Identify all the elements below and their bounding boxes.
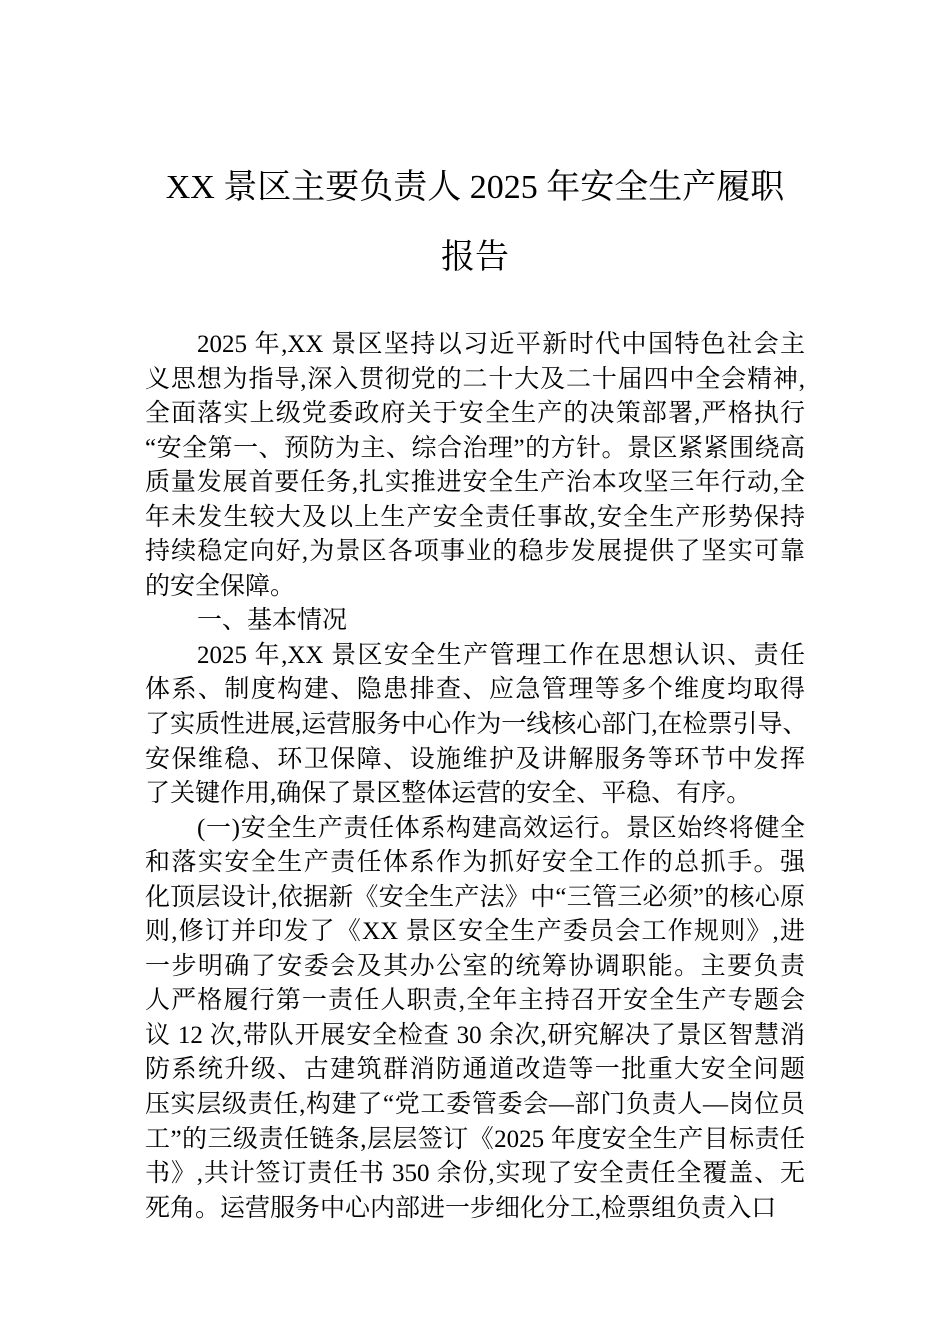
text-line: 一、基本情况 [197, 607, 348, 635]
text-line: 防系统升级、古建筑群消防通道改造等一批重大安全问题 [145, 1056, 805, 1084]
text-line: 质量发展首要任务,扎实推进安全生产治本攻坚三年行动,全 [145, 469, 805, 497]
text-line: 2025 年,XX 景区坚持以习近平新时代中国特色社会主 [197, 331, 805, 358]
text-line: 书》,共计签订责任书 350 余份,实现了安全责任全覆盖、无 [145, 1160, 805, 1188]
text-line: 人严格履行第一责任人职责,全年主持召开安全生产专题会 [145, 987, 805, 1015]
text-line: 压实层级责任,构建了“党工委管委会—部门负责人—岗位员 [145, 1091, 805, 1119]
text-line: 一步明确了安委会及其办公室的统筹协调职能。主要负责 [145, 952, 805, 980]
text-line: 死角。运营服务中心内部进一步细化分工,检票组负责入口 [145, 1194, 777, 1222]
text-line: 则,修订并印发了《XX 景区安全生产委员会工作规则》,进 [145, 918, 805, 946]
paragraph [145, 639, 808, 812]
document-title-line-1: XX 景区主要负责人 2025 年安全生产履职 [165, 169, 785, 206]
text-line: 化顶层设计,依据新《安全生产法》中“三管三必须”的核心原 [145, 883, 805, 911]
text-line: “安全第一、预防为主、综合治理”的方针。景区紧紧围绕高 [145, 434, 805, 462]
text-line: 和落实安全生产责任体系作为抓好安全工作的总抓手。强 [145, 849, 805, 877]
text-line: 持续稳定向好,为景区各项事业的稳步发展提供了坚实可靠 [145, 538, 805, 566]
text-line: (一)安全生产责任体系构建高效运行。景区始终将健全 [197, 814, 805, 842]
text-line: 安保维稳、环卫保障、设施维护及讲解服务等环节中发挥 [145, 745, 805, 773]
text-line: 体系、制度构建、隐患排查、应急管理等多个维度均取得 [145, 676, 805, 704]
text-line: 工”的三级责任链条,层层签订《2025 年度安全生产目标责任 [145, 1125, 805, 1153]
text-line: 年未发生较大及以上生产安全责任事故,安全生产形势保持 [145, 503, 805, 531]
text-line: 义思想为指导,深入贯彻党的二十大及二十届四中全会精神, [145, 365, 805, 393]
document-body [145, 328, 808, 1226]
paragraph [145, 328, 805, 604]
text-line: 全面落实上级党委政府关于安全生产的决策部署,严格执行 [145, 400, 805, 428]
section-heading [145, 604, 805, 639]
text-line: 议 12 次,带队开展安全检查 30 余次,研究解决了景区智慧消 [145, 1021, 805, 1049]
text-line: 了实质性进展,运营服务中心作为一线核心部门,在检票引导、 [145, 711, 808, 739]
paragraph [145, 812, 805, 1227]
text-line: 了关键作用,确保了景区整体运营的安全、平稳、有序。 [145, 780, 752, 808]
text-line: 2025 年,XX 景区安全生产管理工作在思想认识、责任 [197, 641, 805, 669]
text-line: 的安全保障。 [145, 572, 296, 600]
document-title-line-2: 报告 [441, 239, 509, 276]
